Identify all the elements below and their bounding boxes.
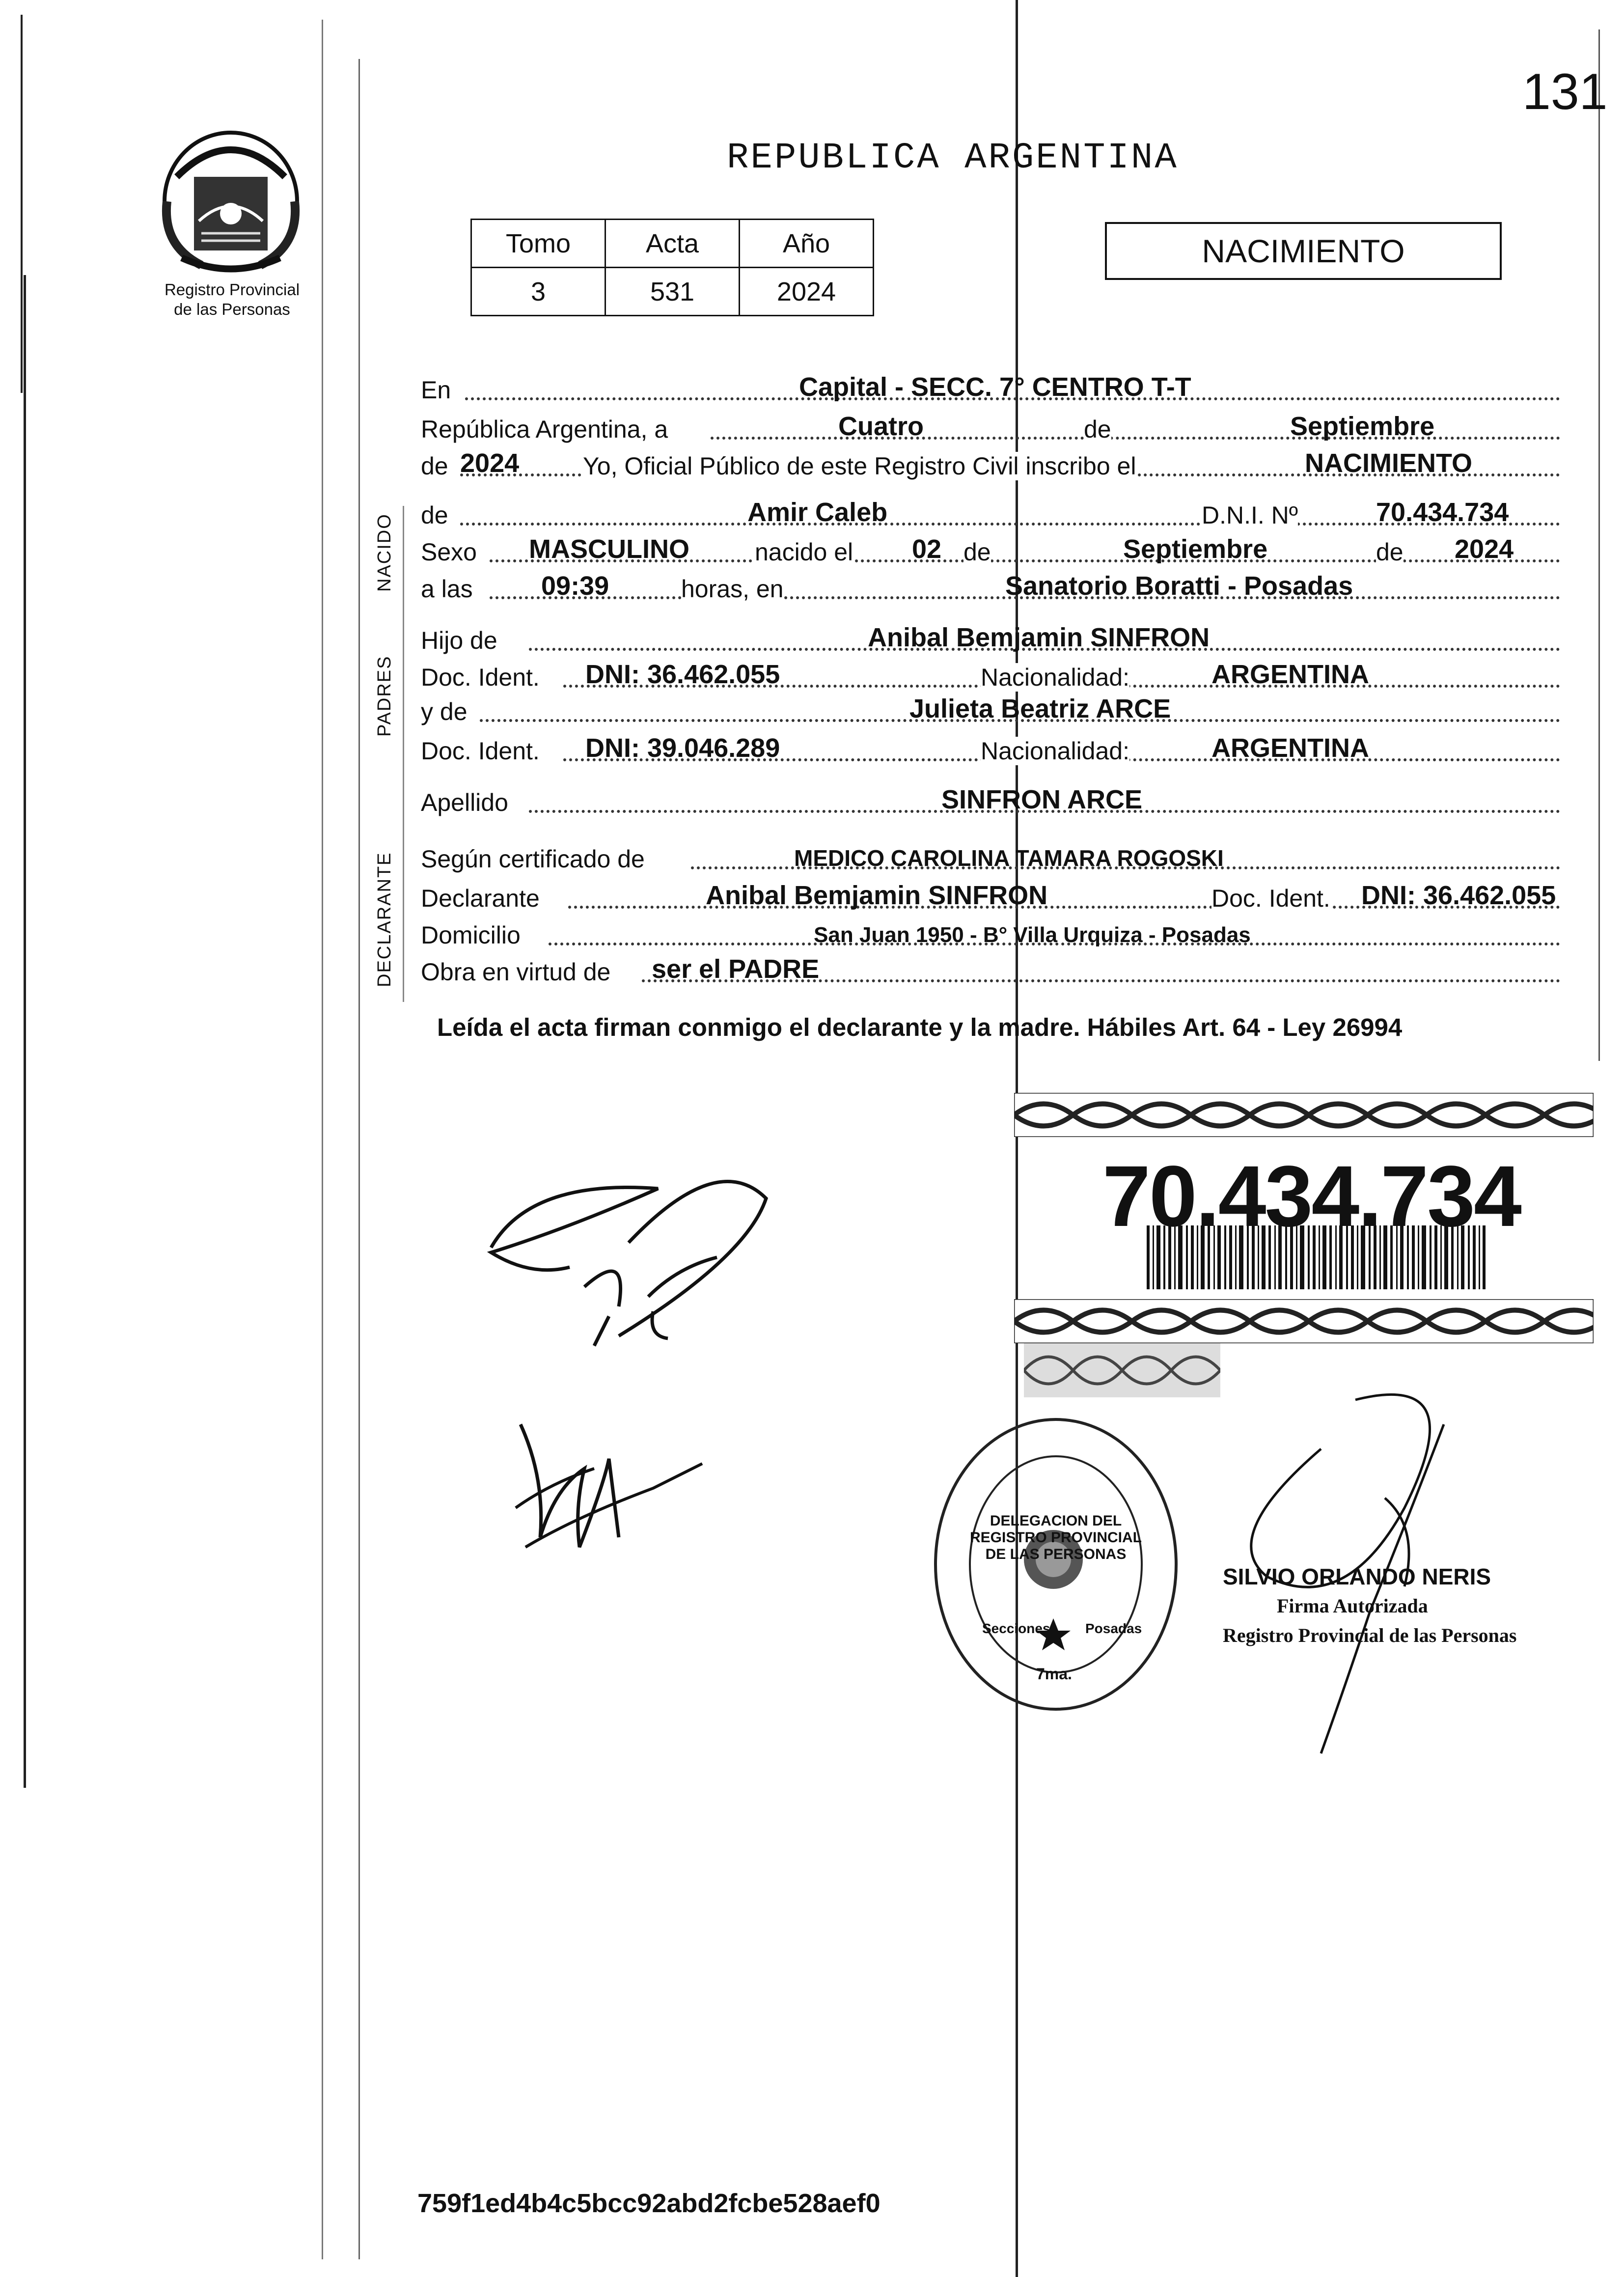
value-certificado: MEDICO CAROLINA TAMARA ROGOSKI xyxy=(794,845,1224,871)
label-yde: y de xyxy=(421,698,468,725)
value-nombre: Amir Caleb xyxy=(747,498,888,527)
label-de5: de xyxy=(1376,538,1404,566)
value-padre: Anibal Bemjamin SINFRON xyxy=(868,623,1210,652)
label-docident: Doc. Ident. xyxy=(421,664,540,691)
value-inscribo: NACIMIENTO xyxy=(1305,448,1473,478)
signer-org: Registro Provincial de las Personas xyxy=(1223,1624,1517,1646)
label-certificado: Según certificado de xyxy=(421,845,645,873)
label-sexo: Sexo xyxy=(421,538,477,566)
row-oficial xyxy=(421,447,1565,481)
value-madre-doc: DNI: 39.046.289 xyxy=(585,733,780,763)
value-domicilio: San Juan 1950 - B° Villa Urquiza - Posadas xyxy=(814,923,1251,947)
record-value-acta: 531 xyxy=(606,268,740,316)
legal-text: Leída el acta firman conmigo el declarante y la madre. Hábiles Art. 64 - Ley 26994 xyxy=(437,1013,1403,1041)
value-anio: 2024 xyxy=(460,448,520,478)
value-apellido: SINFRON ARCE xyxy=(941,785,1143,814)
row-certificado xyxy=(421,840,1565,874)
row-padre-doc xyxy=(421,658,1565,693)
guilloche-band-top-icon xyxy=(1014,1093,1594,1137)
label-de: de xyxy=(1084,416,1111,443)
logo-caption xyxy=(147,280,317,319)
value-madre-nac: ARGENTINA xyxy=(1211,733,1369,763)
row-hora xyxy=(421,570,1565,604)
guilloche-band-bottom-icon xyxy=(1014,1299,1594,1343)
record-header-acta: Acta xyxy=(606,220,740,268)
label-oficial: Yo, Oficial Público de este Registro Civil inscribo el xyxy=(583,452,1136,480)
value-nac-anio: 2024 xyxy=(1455,534,1514,564)
security-pattern-icon xyxy=(1024,1343,1220,1397)
label-hijo: Hijo de xyxy=(421,627,497,654)
record-value-anio: 2024 xyxy=(740,268,874,316)
label-en: En xyxy=(421,376,451,404)
label-declarante: Declarante xyxy=(421,885,540,912)
value-dia: Cuatro xyxy=(838,412,924,441)
label-docident-3: Doc. Ident. xyxy=(1211,885,1330,912)
signer-block xyxy=(1223,1562,1516,1650)
label-docident-2: Doc. Ident. xyxy=(421,737,540,765)
label-nacionalidad: Nacionalidad: xyxy=(981,664,1129,691)
stamp-ring-text: DELEGACION DEL REGISTRO PROVINCIAL DE LAS PERSONAS xyxy=(969,1513,1142,1562)
row-madre xyxy=(421,693,1565,727)
right-edge-line xyxy=(1598,29,1600,1061)
record-type-box: NACIMIENTO xyxy=(1105,222,1502,280)
label-domicilio: Domicilio xyxy=(421,921,521,949)
left-margin-line xyxy=(21,15,23,393)
side-divider xyxy=(403,506,404,1002)
side-label-padres: PADRES xyxy=(374,655,395,737)
label-nacido: nacido el xyxy=(755,538,853,566)
binding-line xyxy=(322,20,323,2259)
logo-caption-line1: Registro Provincial xyxy=(164,280,300,299)
record-table xyxy=(470,219,874,316)
left-margin-line-2 xyxy=(24,275,26,1788)
row-apellido xyxy=(421,783,1565,818)
country-title: REPUBLICA ARGENTINA xyxy=(727,138,1179,179)
signer-name: SILVIO ORLANDO NERIS xyxy=(1223,1564,1491,1589)
record-header-anio: Año xyxy=(740,220,874,268)
stamp-inner-right: Posadas xyxy=(1085,1621,1142,1636)
label-obra: Obra en virtud de xyxy=(421,958,611,986)
label-dni: D.N.I. Nº xyxy=(1202,501,1298,529)
row-declarante xyxy=(421,879,1565,914)
value-declarante: Anibal Bemjamin SINFRON xyxy=(706,881,1048,910)
value-hora: 09:39 xyxy=(541,571,609,601)
mother-signature-icon xyxy=(506,1410,727,1577)
record-header-tomo: Tomo xyxy=(471,220,606,268)
value-padre-doc: DNI: 36.462.055 xyxy=(585,660,780,689)
label-horas: horas, en xyxy=(681,575,784,603)
row-en xyxy=(421,371,1565,405)
stamp-inner-left: Secciones xyxy=(982,1621,1050,1636)
value-dni: 70.434.734 xyxy=(1376,498,1509,527)
signer-role: Firma Autorizada xyxy=(1277,1595,1428,1617)
side-label-nacido: NACIDO xyxy=(374,513,395,592)
province-seal-icon xyxy=(147,118,314,280)
value-padre-nac: ARGENTINA xyxy=(1211,660,1369,689)
value-madre: Julieta Beatriz ARCE xyxy=(909,694,1171,723)
label-de2: de xyxy=(421,452,448,480)
value-obra: ser el PADRE xyxy=(652,954,820,984)
side-label-declarante: DECLARANTE xyxy=(374,852,395,987)
document-hash: 759f1ed4b4c5bcc92abd2fcbe528aef0 xyxy=(417,2189,881,2218)
row-nombre xyxy=(421,496,1565,530)
label-de4: de xyxy=(963,538,991,566)
stamp-inner-bottom: 7ma. xyxy=(1036,1665,1072,1683)
label-republica: República Argentina, a xyxy=(421,416,668,443)
label-de3: de xyxy=(421,501,448,529)
value-lugar: Sanatorio Boratti - Posadas xyxy=(1005,571,1353,601)
row-republica xyxy=(421,410,1565,444)
dni-sticker-number: 70.434.734 xyxy=(1102,1148,1520,1245)
binding-line-2 xyxy=(358,59,360,2259)
value-mes: Septiembre xyxy=(1290,412,1435,441)
value-nac-dia: 02 xyxy=(912,534,942,564)
label-apellido: Apellido xyxy=(421,789,508,816)
declarant-signature-icon xyxy=(471,1169,815,1356)
page-number: 131 xyxy=(1522,63,1608,120)
label-alas: a las xyxy=(421,575,473,603)
label-nacionalidad-2: Nacionalidad: xyxy=(981,737,1129,765)
value-declarante-doc: DNI: 36.462.055 xyxy=(1361,881,1556,910)
value-nac-mes: Septiembre xyxy=(1123,534,1268,564)
value-sexo: MASCULINO xyxy=(529,534,689,564)
record-value-tomo: 3 xyxy=(471,268,606,316)
row-madre-doc xyxy=(421,732,1565,766)
row-padre xyxy=(421,621,1565,656)
row-domicilio xyxy=(421,916,1565,950)
row-sexo xyxy=(421,533,1565,567)
logo-caption-line2: de las Personas xyxy=(174,300,290,318)
value-en: Capital - SECC. 7° CENTRO T-T xyxy=(799,372,1191,402)
row-obra xyxy=(421,953,1565,987)
